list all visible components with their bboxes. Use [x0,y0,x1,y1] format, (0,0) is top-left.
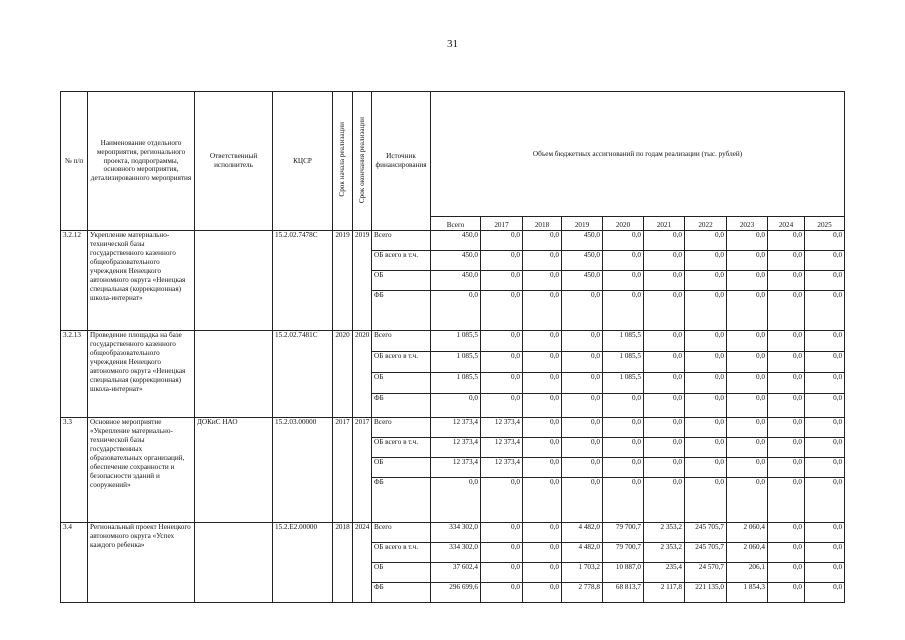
amount-cell: 2 778,8 [562,583,603,603]
funding-source: ФБ [372,583,431,603]
amount-cell: 1 085,5 [603,352,644,373]
row-number: 3.4 [61,523,88,603]
amount-cell: 0,0 [727,352,768,373]
amount-cell: 0,0 [768,291,805,331]
row-number: 3.3 [61,418,88,523]
kcsr-code: 15.2.02.7478С [273,231,333,331]
amount-cell: 450,0 [431,271,481,291]
amount-cell: 0,0 [481,251,523,271]
amount-cell: 0,0 [727,291,768,331]
amount-cell: 0,0 [685,291,727,331]
amount-cell: 0,0 [768,418,805,438]
amount-cell: 0,0 [481,563,523,583]
amount-cell: 0,0 [768,352,805,373]
amount-cell: 0,0 [685,418,727,438]
amount-cell: 0,0 [562,438,603,458]
amount-cell: 12 373,4 [481,458,523,478]
amount-cell: 0,0 [644,352,685,373]
amount-cell: 0,0 [644,291,685,331]
amount-cell: 0,0 [523,373,562,394]
amount-cell: 0,0 [644,231,685,251]
amount-cell: 0,0 [481,231,523,251]
header-no: № п/п [61,92,88,231]
amount-cell: 0,0 [603,231,644,251]
amount-cell: 0,0 [644,418,685,438]
amount-cell: 0,0 [644,458,685,478]
table-body [61,231,845,603]
amount-cell: 0,0 [805,271,845,291]
amount-cell: 0,0 [805,231,845,251]
amount-cell: 0,0 [481,352,523,373]
amount-cell: 0,0 [805,438,845,458]
amount-cell: 12 373,4 [431,418,481,438]
year-header: 2020 [603,217,644,231]
start-year: 2018 [333,523,353,603]
amount-cell: 0,0 [685,478,727,523]
amount-cell: 0,0 [768,394,805,418]
amount-cell: 0,0 [603,251,644,271]
amount-cell: 0,0 [603,458,644,478]
amount-cell: 0,0 [805,373,845,394]
amount-cell: 0,0 [644,438,685,458]
kcsr-code: 15.2.E2.00000 [273,523,333,603]
funding-source: ФБ [372,394,431,418]
amount-cell: 0,0 [562,458,603,478]
amount-cell: 0,0 [805,543,845,563]
amount-cell: 0,0 [727,331,768,352]
amount-cell: 206,1 [727,563,768,583]
funding-source: ОБ [372,271,431,291]
amount-cell: 334 302,0 [431,523,481,543]
year-header: Всего [431,217,481,231]
amount-cell: 0,0 [523,291,562,331]
amount-cell: 0,0 [805,352,845,373]
funding-source: Всего [372,331,431,352]
amount-cell: 0,0 [768,251,805,271]
amount-cell: 450,0 [431,251,481,271]
amount-cell: 0,0 [481,271,523,291]
amount-cell: 1 085,5 [431,373,481,394]
amount-cell: 0,0 [523,418,562,438]
amount-cell: 0,0 [768,563,805,583]
amount-cell: 0,0 [727,418,768,438]
kcsr-code: 15.2.02.7481С [273,331,333,418]
amount-cell: 0,0 [481,583,523,603]
amount-cell: 0,0 [685,352,727,373]
end-year: 2017 [353,418,372,523]
amount-cell: 0,0 [644,271,685,291]
amount-cell: 0,0 [685,438,727,458]
amount-cell: 0,0 [685,271,727,291]
year-header: 2024 [768,217,805,231]
amount-cell: 0,0 [805,583,845,603]
amount-cell: 0,0 [727,438,768,458]
amount-cell: 0,0 [481,543,523,563]
amount-cell: 2 060,4 [727,543,768,563]
amount-cell: 0,0 [768,458,805,478]
row-number: 3.2.12 [61,231,88,331]
amount-cell: 0,0 [603,438,644,458]
amount-cell: 0,0 [727,458,768,478]
measure-name: Основное мероприятие «Укрепление материально-технической базы государственных образовательных организаций, обеспечение сохранности и безопасности зданий и сооружений» [88,418,195,523]
amount-cell: 450,0 [562,271,603,291]
responsible-executor: ДОКиС НАО [195,418,273,523]
amount-cell: 0,0 [685,394,727,418]
amount-cell: 0,0 [562,418,603,438]
year-header: 2018 [523,217,562,231]
amount-cell: 0,0 [727,394,768,418]
year-header: 2023 [727,217,768,231]
amount-cell: 334 302,0 [431,543,481,563]
header-start-label: Срок начала реализации [338,122,347,197]
amount-cell: 0,0 [603,291,644,331]
amount-cell: 1 085,5 [431,331,481,352]
amount-cell: 0,0 [644,478,685,523]
amount-cell: 0,0 [523,563,562,583]
amount-cell: 0,0 [562,331,603,352]
amount-cell: 0,0 [727,231,768,251]
amount-cell: 37 602,4 [431,563,481,583]
table-row [61,418,845,438]
kcsr-code: 15.2.03.00000 [273,418,333,523]
amount-cell: 0,0 [805,523,845,543]
row-number: 3.2.13 [61,331,88,418]
header-end [353,92,372,231]
amount-cell: 0,0 [523,352,562,373]
funding-source: ОБ всего в т.ч. [372,438,431,458]
header-source: Источник финансирования [372,92,431,231]
amount-cell: 0,0 [768,331,805,352]
amount-cell: 0,0 [805,563,845,583]
amount-cell: 450,0 [562,231,603,251]
amount-cell: 0,0 [644,394,685,418]
funding-source: ОБ всего в т.ч. [372,352,431,373]
amount-cell: 0,0 [805,331,845,352]
amount-cell: 12 373,4 [431,458,481,478]
amount-cell: 0,0 [481,373,523,394]
amount-cell: 0,0 [481,394,523,418]
responsible-executor [195,523,273,603]
amount-cell: 1 854,3 [727,583,768,603]
amount-cell: 0,0 [481,523,523,543]
funding-source: ОБ всего в т.ч. [372,251,431,271]
amount-cell: 235,4 [644,563,685,583]
amount-cell: 0,0 [523,438,562,458]
amount-cell: 0,0 [727,251,768,271]
amount-cell: 0,0 [727,478,768,523]
table-row [61,231,845,251]
amount-cell: 79 700,7 [603,543,644,563]
funding-source: ОБ [372,563,431,583]
amount-cell: 4 482,0 [562,523,603,543]
table-row [61,523,845,543]
year-header: 2025 [805,217,845,231]
amount-cell: 450,0 [431,231,481,251]
start-year: 2017 [333,418,353,523]
amount-cell: 12 373,4 [431,438,481,458]
amount-cell: 0,0 [768,271,805,291]
header-start [333,92,353,231]
amount-cell: 0,0 [523,543,562,563]
amount-cell: 2 353,2 [644,543,685,563]
amount-cell: 0,0 [523,523,562,543]
amount-cell: 0,0 [768,543,805,563]
amount-cell: 0,0 [562,373,603,394]
amount-cell: 0,0 [481,331,523,352]
amount-cell: 0,0 [431,291,481,331]
amount-cell: 0,0 [768,478,805,523]
funding-source: ФБ [372,291,431,331]
amount-cell: 0,0 [768,438,805,458]
amount-cell: 0,0 [523,251,562,271]
amount-cell: 68 813,7 [603,583,644,603]
amount-cell: 0,0 [805,251,845,271]
amount-cell: 0,0 [481,478,523,523]
amount-cell: 0,0 [805,394,845,418]
header-responsible: Ответственный исполнитель [195,92,273,231]
amount-cell: 0,0 [562,394,603,418]
year-header: 2022 [685,217,727,231]
amount-cell: 0,0 [685,231,727,251]
amount-cell: 0,0 [523,231,562,251]
amount-cell: 0,0 [685,373,727,394]
amount-cell: 0,0 [768,523,805,543]
amount-cell: 450,0 [562,251,603,271]
amount-cell: 0,0 [562,478,603,523]
amount-cell: 1 085,5 [603,373,644,394]
amount-cell: 0,0 [431,394,481,418]
table-header [61,92,845,231]
amount-cell: 0,0 [805,478,845,523]
amount-cell: 0,0 [727,271,768,291]
amount-cell: 0,0 [644,251,685,271]
amount-cell: 0,0 [603,394,644,418]
header-end-label: Срок окончания реализации [357,116,366,203]
amount-cell: 0,0 [644,331,685,352]
amount-cell: 245 705,7 [685,523,727,543]
amount-cell: 4 482,0 [562,543,603,563]
amount-cell: 0,0 [523,271,562,291]
amount-cell: 2 117,8 [644,583,685,603]
year-header: 2019 [562,217,603,231]
amount-cell: 12 373,4 [481,438,523,458]
header-budget: Объем бюджетных ассигнований по годам реализации (тыс. рублей) [431,92,845,217]
year-header: 2017 [481,217,523,231]
start-year: 2019 [333,231,353,331]
end-year: 2019 [353,231,372,331]
amount-cell: 0,0 [768,373,805,394]
amount-cell: 296 699,6 [431,583,481,603]
page-number: 31 [447,38,458,50]
amount-cell: 0,0 [768,231,805,251]
budget-table [60,91,845,603]
amount-cell: 0,0 [523,583,562,603]
table-row [61,331,845,352]
amount-cell: 12 373,4 [481,418,523,438]
funding-source: Всего [372,231,431,251]
amount-cell: 0,0 [768,583,805,603]
amount-cell: 0,0 [523,331,562,352]
amount-cell: 0,0 [603,478,644,523]
amount-cell: 0,0 [727,373,768,394]
funding-source: Всего [372,523,431,543]
amount-cell: 0,0 [481,291,523,331]
amount-cell: 1 085,5 [431,352,481,373]
amount-cell: 0,0 [523,394,562,418]
amount-cell: 0,0 [685,458,727,478]
end-year: 2020 [353,331,372,418]
amount-cell: 24 570,7 [685,563,727,583]
end-year: 2024 [353,523,372,603]
amount-cell: 2 060,4 [727,523,768,543]
measure-name: Проведение площадка на базе государственного казенного общеобразовательного учреждения Ненецкого автономного округа «Ненецкая специальная (коррекционная) школа-интернат» [88,331,195,418]
amount-cell: 0,0 [644,373,685,394]
amount-cell: 10 887,0 [603,563,644,583]
amount-cell: 0,0 [685,331,727,352]
start-year: 2020 [333,331,353,418]
funding-source: ФБ [372,478,431,523]
measure-name: Укрепление материально-технической базы государственного казенного общеобразовательного учреждения Ненецкого автономного округа «Ненецкая специальная (коррекционная) школа-интернат» [88,231,195,331]
amount-cell: 0,0 [562,352,603,373]
amount-cell: 0,0 [562,291,603,331]
responsible-executor [195,331,273,418]
amount-cell: 221 135,0 [685,583,727,603]
amount-cell: 2 353,2 [644,523,685,543]
amount-cell: 0,0 [431,478,481,523]
funding-source: Всего [372,418,431,438]
amount-cell: 0,0 [685,251,727,271]
funding-source: ОБ [372,458,431,478]
year-header: 2021 [644,217,685,231]
header-kcsr: КЦСР [273,92,333,231]
amount-cell: 1 703,2 [562,563,603,583]
amount-cell: 0,0 [523,478,562,523]
amount-cell: 79 700,7 [603,523,644,543]
amount-cell: 0,0 [805,458,845,478]
amount-cell: 1 085,5 [603,331,644,352]
amount-cell: 0,0 [805,418,845,438]
amount-cell: 0,0 [523,458,562,478]
measure-name: Региональный проект Ненецкого автономного округа «Успех каждого ребенка» [88,523,195,603]
amount-cell: 0,0 [603,418,644,438]
header-name: Наименование отдельного мероприятия, регионального проекта, подпрограммы, основного мероприятия, детализированного мероприятия [88,92,195,231]
responsible-executor [195,231,273,331]
funding-source: ОБ всего в т.ч. [372,543,431,563]
amount-cell: 245 705,7 [685,543,727,563]
amount-cell: 0,0 [805,291,845,331]
amount-cell: 0,0 [603,271,644,291]
funding-source: ОБ [372,373,431,394]
